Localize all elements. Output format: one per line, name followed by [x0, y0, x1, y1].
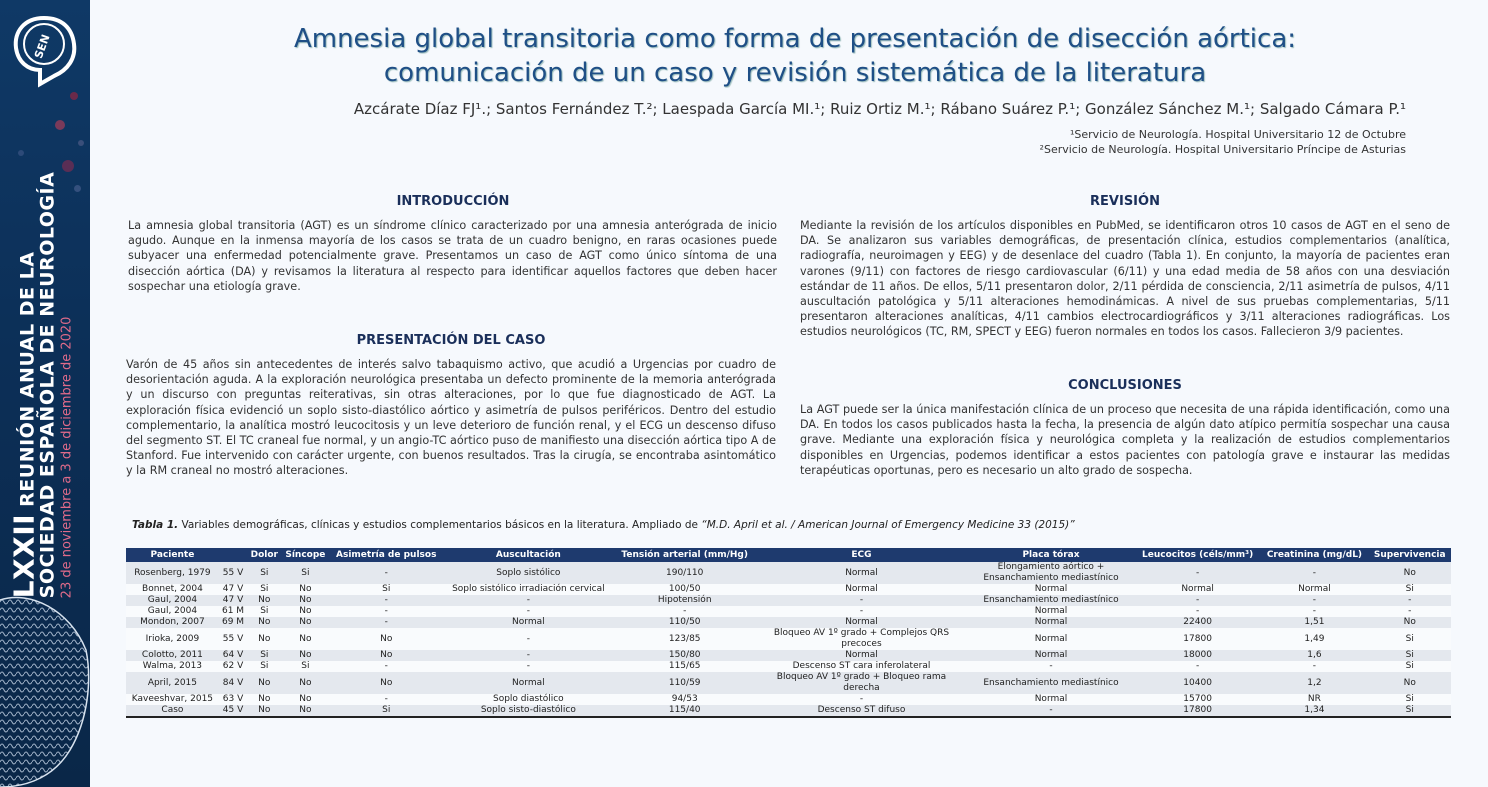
table-cell: No [299, 650, 312, 660]
table-cell: 1,34 [1260, 705, 1368, 717]
sidebar [0, 0, 90, 787]
table-cell: 47 V [222, 595, 244, 605]
affiliations [1040, 127, 1406, 157]
logo-text: SEN [32, 32, 53, 61]
table-cell: 1,49 [1304, 633, 1325, 644]
poster-title [220, 22, 1370, 90]
table-cell: Caso [126, 705, 219, 717]
table-cell: Hipotensión [657, 595, 712, 605]
table-cell: 115/65 [668, 661, 701, 671]
table-row [126, 650, 1451, 661]
table-row [126, 617, 1451, 628]
table-cell: - [1312, 595, 1317, 605]
title-line2: comunicación de un caso y revisión sistemática de la literatura [383, 58, 1207, 88]
table-cell: - [1196, 567, 1200, 578]
table-cell: 15700 [1183, 694, 1212, 704]
table-cell: Si [382, 584, 391, 594]
event-dates: 23 de noviembre a 3 de diciembre de 2020 [59, 316, 75, 599]
table-header-cell: Leucocitos (céls/mm³) [1135, 548, 1261, 562]
table-cell: 190/110 [666, 567, 704, 578]
table-cell: Si [1368, 705, 1451, 717]
table-cell: Ensanchamiento mediastínico [983, 595, 1119, 605]
table-cell: 1,6 [1307, 650, 1322, 660]
intro-heading: INTRODUCCIÓN [396, 194, 510, 209]
table-cell: No [299, 595, 312, 605]
brain-illustration [0, 590, 90, 787]
table-header-cell: Síncope [281, 548, 329, 562]
table-cell: - [384, 595, 388, 605]
table-cell: - [384, 694, 388, 704]
table-caption [132, 519, 1075, 531]
table-cell: Normal [1298, 584, 1331, 594]
table-cell: 110/50 [668, 617, 701, 627]
table-cell: Descenso ST cara inferolateral [792, 661, 931, 671]
table-header-cell: Supervivencia [1368, 548, 1451, 562]
table-cell: No [380, 633, 393, 644]
intro-text: La amnesia global transitoria (AGT) es un síndrome clínico caracterizado por una amnesia anterógrada de inicio agudo. Aunque en la inmensa mayoría de los casos se trata de un cuadro benigno, en raras ocasiones puede subyacer una enfermedad potencialmente grave. Presentamos un caso de AGT como único síntoma de una disección aórtica (DA) y revisamos la literatura al respecto para identificar aquellos factores que deben hacer sospechar una etiología grave. [128, 219, 777, 293]
table-cell: - [526, 633, 530, 644]
table-cell: Si [260, 606, 269, 616]
table-cell: Si [1405, 633, 1414, 644]
table-cell: - [859, 595, 864, 605]
table-cell: - [1196, 661, 1200, 671]
table-cell: 10400 [1183, 677, 1212, 688]
table-header-cell: Auscultación [443, 548, 613, 562]
conclusiones-text: La AGT puede ser la única manifestación clínica de un proceso que necesita de una rápida identificación, como una DA. En todos los casos publicados hasta la fecha, la presencia de algún dato atípico permitía sospechar una causa grave. Mediante una exploración física y neurológica completa y la realización de estudios complementarios disponibles en Urgencias, podemos identificar a estos pacientes con patología grave e instaurar las medidas terapéuticas oportunas, pero es necesario un alto grado de sospecha. [800, 403, 1450, 477]
event-title-line1: REUNIÓN ANUAL DE LA [16, 251, 39, 507]
table-cell: - [1196, 606, 1200, 616]
table-cell: No [299, 584, 312, 594]
table-row [126, 606, 1451, 617]
table-cell: 115/40 [614, 705, 756, 717]
table-header-cell: Paciente [126, 548, 219, 562]
event-banner [7, 171, 76, 599]
table-cell: Soplo sisto-diastólico [443, 705, 613, 717]
table-cell: Kaveeshvar, 2015 [131, 694, 214, 704]
table-cell: - [526, 650, 530, 660]
caso-text: Varón de 45 años sin antecedentes de interés salvo tabaquismo activo, que acudió a Urgencias por cuadro de desorientación aguda. A la exploración neurológica presentaba un defecto prominente de la memoria anterógrada y un discurso con preguntas reiterativas, sin otras alteraciones, por lo que fue diagnosticado de AGT. La exploración física evidenció un soplo sisto-diastólico aórtico y asimetría de pulsos periféricos. Dentro del estudio complementario, la analítica mostró leucocitosis y un leve deterioro de función renal, y el ECG un descenso difuso del segmento ST. El TC craneal fue normal, y un angio-TC aórtico puso de manifiesto una disección aórtica tipo A de Stanford. Fue intervenido con carácter urgente, con buenos resultados. Tras la cirugía, se encontraba asintomático y la RM craneal no mostró alteraciones. [126, 358, 776, 478]
table-cell: Walma, 2013 [142, 661, 203, 671]
table-cell: 1,2 [1307, 677, 1322, 688]
table-header-cell: Tensión arterial (mm/Hg) [614, 548, 756, 562]
table-cell: April, 2015 [147, 677, 198, 688]
table-cell: 123/85 [668, 633, 701, 644]
table-cell: - [526, 661, 530, 671]
table-cell: Ensanchamiento mediastínico [983, 677, 1119, 688]
table-cell: Normal [1034, 584, 1068, 594]
table-cell: 110/59 [668, 677, 701, 688]
table-cell: Normal [845, 650, 878, 660]
literature-table [126, 548, 1451, 718]
table-cell: No [281, 705, 329, 717]
table-cell: Normal [512, 677, 545, 688]
table-cell: Normal [845, 567, 878, 578]
table-cell: Si [329, 705, 443, 717]
caption-source: “M.D. April et al. / American Journal of Emergency Medicine 33 (2015)” [701, 519, 1075, 531]
table-row [126, 705, 1451, 717]
table-cell: No [258, 694, 271, 704]
table-cell: Si [1405, 661, 1414, 671]
table-header-cell: Dolor [247, 548, 281, 562]
table-cell: Soplo sistólico irradiación cervical [452, 584, 605, 594]
table-cell: 64 V [222, 650, 244, 660]
table-row [126, 562, 1451, 584]
table-header-cell: ECG [756, 548, 967, 562]
table-cell: Bloqueo AV 1º grado + Bloqueo rama derecha [776, 672, 947, 693]
table-cell: No [299, 606, 312, 616]
table-cell: - [683, 606, 687, 616]
table-cell: 55 V [222, 633, 244, 644]
table-cell: Normal [1034, 606, 1068, 616]
table-cell: Si [260, 661, 269, 671]
table-row [126, 628, 1451, 650]
table-cell: Normal [1034, 650, 1068, 660]
table-cell: - [384, 661, 388, 671]
table-header-cell: Creatinina (mg/dL) [1260, 548, 1368, 562]
table-row [126, 661, 1451, 672]
table-cell: Gaul, 2004 [147, 606, 198, 616]
table-cell: No [299, 694, 312, 704]
table-cell: Irioka, 2009 [145, 633, 200, 644]
table-cell: Si [260, 650, 269, 660]
table-cell: No [258, 633, 271, 644]
event-title-line2: SOCIEDAD ESPAÑOLA DE NEUROLOGÍA [36, 171, 59, 599]
table-cell: Normal [1181, 584, 1214, 594]
caption-label: Tabla 1. [132, 519, 179, 531]
table-cell: - [1196, 595, 1200, 605]
table-cell: 150/80 [668, 650, 701, 660]
title-line1: Amnesia global transitoria como forma de presentación de disección aórtica: [293, 24, 1297, 54]
table-cell: Descenso ST difuso [756, 705, 967, 717]
table-cell: Si [1405, 694, 1414, 704]
table-cell: 18000 [1183, 650, 1212, 660]
table-cell: Normal [845, 617, 878, 627]
table-body [126, 562, 1451, 717]
table-cell: - [384, 606, 388, 616]
caption-text: Variables demográficas, clínicas y estudios complementarios básicos en la literatura. Ampliado de [178, 519, 702, 531]
table-cell: No [1403, 617, 1416, 627]
table-cell: 55 V [222, 567, 244, 578]
table-cell: Si [260, 567, 269, 578]
table-cell: Colotto, 2011 [141, 650, 203, 660]
revision-text: Mediante la revisión de los artículos disponibles en PubMed, se identificaron otros 10 casos de AGT en el seno de DA. Se analizaron sus variables demográficas, de presentación clínica, estudios complementarios (analítica, radiografía, neuroimagen y EEG) y de desenlace del cuadro (Tabla 1). En conjunto, la mayoría de pacientes eran varones (9/11) con factores de riesgo cardiovascular (6/11) y una edad media de 58 años con una desviación estándar de 11 años. De ellos, 5/11 presentaron dolor, 2/11 pérdida de consciencia, 2/11 asimetría de pulsos, 4/11 auscultación patológica y 5/11 alteraciones hemodinámicas. A nivel de sus pruebas complementarias, 5/11 presentaron alteraciones analíticas, 4/11 cambios electrocardiográficos y 3/11 alteraciones radiográficas. Los estudios neurológicos (TC, RM, SPECT y EEG) fueron normales en todos los casos. Fallecieron 3/9 pacientes. [800, 219, 1450, 339]
table-cell: 62 V [222, 661, 244, 671]
table-cell: No [299, 633, 312, 644]
table-cell: 61 M [221, 606, 245, 616]
table-header-row [126, 548, 1451, 562]
table-cell: 17800 [1183, 633, 1212, 644]
table-cell: - [1312, 567, 1317, 578]
table-cell: - [859, 606, 864, 616]
table-cell: No [258, 677, 271, 688]
table-cell: Rosenberg, 1979 [134, 567, 211, 578]
table-cell: Si [1405, 584, 1414, 594]
table-cell: - [526, 595, 530, 605]
table-cell: - [384, 617, 388, 627]
caso-heading: PRESENTACIÓN DEL CASO [356, 333, 546, 348]
table-cell: - [526, 606, 530, 616]
table-cell: No [1403, 567, 1416, 578]
table-cell: No [247, 705, 281, 717]
table-cell: Si [1405, 650, 1414, 660]
table-cell: - [384, 567, 388, 578]
table-cell: 100/50 [668, 584, 701, 594]
table-cell: - [967, 705, 1135, 717]
table-cell: Normal [1034, 633, 1068, 644]
table-header-cell [219, 548, 247, 562]
table-row [126, 595, 1451, 606]
table-cell: Normal [1034, 694, 1068, 704]
table-cell: - [1312, 606, 1317, 616]
table-row [126, 694, 1451, 705]
authors: Azcárate Díaz FJ¹.; Santos Fernández T.²; Laespada García MI.¹; Ruiz Ortiz M.¹; Rábano Suárez P.¹; González Sánchez M.¹; Salgado Cámara P.¹ [353, 100, 1406, 118]
table-cell: 22400 [1183, 617, 1212, 627]
table-cell: No [299, 677, 312, 688]
table-cell: 47 V [222, 584, 244, 594]
revision-heading: REVISIÓN [1090, 194, 1160, 209]
table-cell: 69 M [221, 617, 245, 627]
table-cell: Normal [512, 617, 545, 627]
table-cell: No [380, 677, 393, 688]
table-cell: - [1408, 606, 1412, 616]
table-header-cell: Asimetría de pulsos [329, 548, 443, 562]
table-row [126, 672, 1451, 694]
table-cell: Gaul, 2004 [147, 595, 198, 605]
table-cell: Normal [845, 584, 878, 594]
table-cell: No [380, 650, 393, 660]
table-cell: Bloqueo AV 1º grado + Complejos QRS precoces [773, 628, 950, 649]
table-cell: Soplo sistólico [496, 567, 561, 578]
table-cell: Mondon, 2007 [140, 617, 205, 627]
table-cell: 1,51 [1304, 617, 1325, 627]
table-header-cell: Placa tórax [967, 548, 1135, 562]
table-cell: No [299, 617, 312, 627]
table-cell: 45 V [219, 705, 247, 717]
table-cell: Soplo diastólico [492, 694, 564, 704]
conclusiones-heading: CONCLUSIONES [1068, 378, 1182, 393]
table-cell: No [258, 595, 271, 605]
table-cell: Bonnet, 2004 [142, 584, 203, 594]
table-cell: - [1049, 661, 1053, 671]
table-cell: Si [260, 584, 269, 594]
table-cell: - [859, 694, 864, 704]
table-cell: NR [1307, 694, 1321, 704]
table-cell: - [1312, 661, 1317, 671]
edition-number: LXXII [7, 513, 41, 599]
table-cell: Si [301, 567, 310, 578]
affiliation-2: ²Servicio de Neurología. Hospital Universitario Príncipe de Asturias [1039, 143, 1406, 156]
table-cell: 17800 [1135, 705, 1261, 717]
affiliation-1: ¹Servicio de Neurología. Hospital Universitario 12 de Octubre [1069, 128, 1406, 141]
table-cell: 84 V [222, 677, 244, 688]
poster-body [90, 0, 1488, 787]
table-cell: Elongamiento aórtico + Ensanchamiento mediastínico [983, 562, 1119, 583]
table-cell: No [258, 617, 271, 627]
table-row [126, 584, 1451, 595]
table-cell: - [1408, 595, 1412, 605]
table-cell: 63 V [222, 694, 244, 704]
table-cell: Si [301, 661, 310, 671]
table-cell: 94/53 [671, 694, 698, 704]
table-cell: Normal [1034, 617, 1068, 627]
table-cell: No [1403, 677, 1416, 688]
